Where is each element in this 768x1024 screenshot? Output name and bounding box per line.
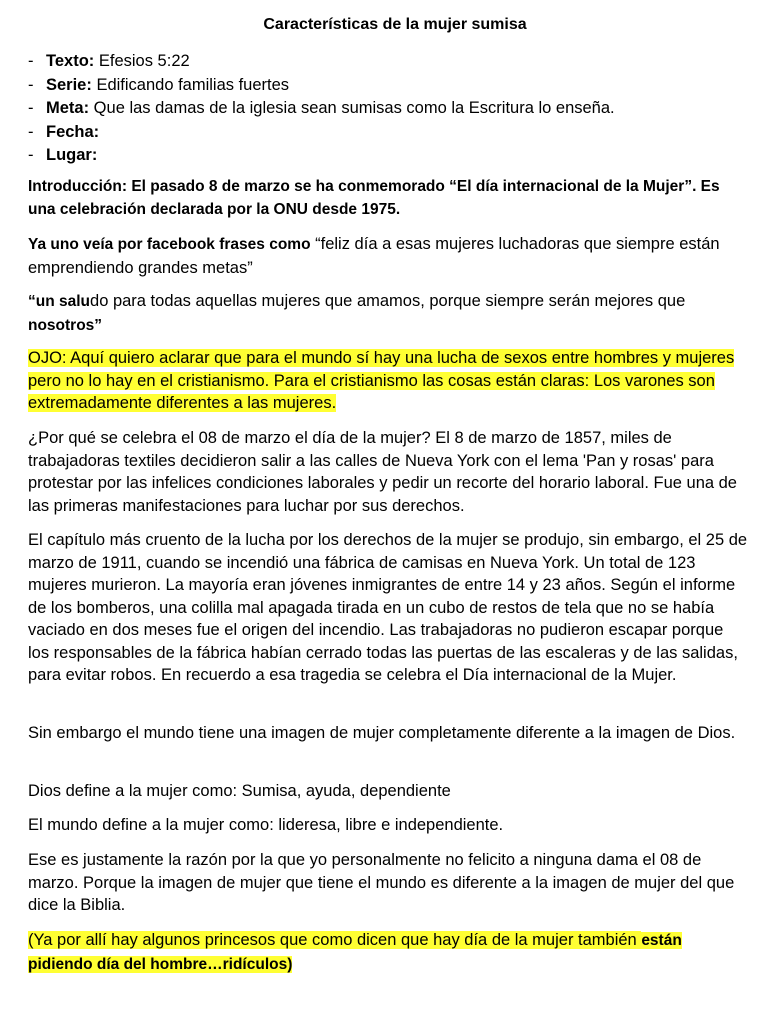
saludo-paragraph: [28, 290, 748, 337]
closing-paragraph: [28, 929, 748, 976]
meta-value: Que las damas de la iglesia sean sumisas como la Escritura lo enseña.: [89, 99, 615, 117]
body-paragraph-4: Dios define a la mujer como: Sumisa, ayuda, dependiente: [28, 782, 451, 800]
meta-item-meta: - Meta: Que las damas de la iglesia sean sumisas como la Escritura lo enseña.: [28, 99, 615, 117]
intro-text: : El pasado 8 de marzo se ha conmemorado “El día internacional de la Mujer”. Es una celebración declarada por la ONU desde 1975.: [28, 178, 720, 218]
saludo-text: do para todas aquellas mujeres que amamos, porque siempre serán mejores que: [90, 292, 686, 310]
body-paragraph-1: ¿Por qué se celebra el 08 de marzo el día de la mujer? El 8 de marzo de 1857, miles de trabajadoras textiles decidieron salir a las calles de Nueva York con el lema 'Pan y rosas' para protestar por las infelices condiciones laborales y pedir un recorte del horario laboral. Fue una de las primeras manifestaciones para luchar por sus derechos.: [28, 429, 737, 515]
meta-item-fecha: - Fecha:: [28, 122, 100, 141]
meta-value: Edificando familias fuertes: [91, 75, 290, 94]
facebook-lead: Ya uno veía por facebook frases como: [28, 236, 311, 253]
ojo-paragraph: [28, 347, 748, 415]
saludo-tail: nosotros”: [28, 316, 103, 334]
intro-paragraph: [28, 176, 748, 221]
body-paragraph-2: El capítulo más cruento de la lucha por los derechos de la mujer se produjo, sin embargo, el 25 de marzo de 1911, cuando se incendió una fábrica de camisas en Nueva York. Un total de 123 mujeres murieron. La mayoría eran jóvenes inmigrantes de entre 14 y 23 años. Según el informe de los bomberos, una colilla mal apagada tirada en un cubo de restos de tela que no se había vaciado en dos meses fue el origen del incendio. Las trabajadoras no pudieron escapar porque los responsables de la fábrica habían cerrado todas las puertas de las escaleras y de las salidas, para evitar robos. En recuerdo a esa tragedia se celebra el Día internacional de la Mujer.: [28, 531, 748, 684]
facebook-quote: “feliz día a esas mujeres luchadoras que siempre están emprendiendo grandes metas”: [28, 235, 720, 277]
saludo-lead: “un salu: [28, 293, 91, 310]
ojo-highlight: OJO: Aquí quiero aclarar que para el mundo sí hay una lucha de sexos entre hombres y mujeres pero no lo hay en el cristianismo. Para el cristianismo las cosas están claras: Los varones son extremadamente diferentes a las mujeres.: [28, 349, 735, 412]
meta-label: Meta:: [46, 99, 90, 117]
meta-item-serie: - Serie: Edificando familias fuertes: [28, 75, 290, 94]
body-paragraph-6: Ese es justamente la razón por la que yo personalmente no felicito a ninguna dama el 08 de marzo. Porque la imagen de mujer que tiene el mundo es diferente a la imagen de mujer del que dice la Biblia.: [28, 851, 735, 914]
sermon-meta-list: [28, 50, 615, 168]
document-title: Características de la mujer sumisa: [263, 16, 527, 33]
facebook-paragraph: [28, 233, 748, 279]
meta-value: Efesios 5:22: [94, 52, 190, 70]
body-paragraph-3: Sin embargo el mundo tiene una imagen de mujer completamente diferente a la imagen de Dios.: [28, 724, 736, 742]
closing-highlight: (Ya por allí hay algunos princesos que como dicen que hay día de la mujer también: [28, 931, 642, 949]
meta-item-lugar: - Lugar:: [28, 146, 98, 164]
intro-label: Introducción: [28, 178, 122, 195]
body-paragraph-5: El mundo define a la mujer como: lideresa, libre e independiente.: [28, 816, 504, 834]
meta-item-texto: - Texto: Efesios 5:22: [28, 52, 190, 70]
meta-label: Fecha:: [46, 122, 100, 141]
meta-label: Texto:: [46, 52, 95, 70]
closing-highlight-bold: están pidiendo día del hombre…ridículos): [28, 932, 682, 973]
meta-label: Lugar:: [46, 146, 98, 164]
meta-label: Serie:: [46, 75, 92, 94]
